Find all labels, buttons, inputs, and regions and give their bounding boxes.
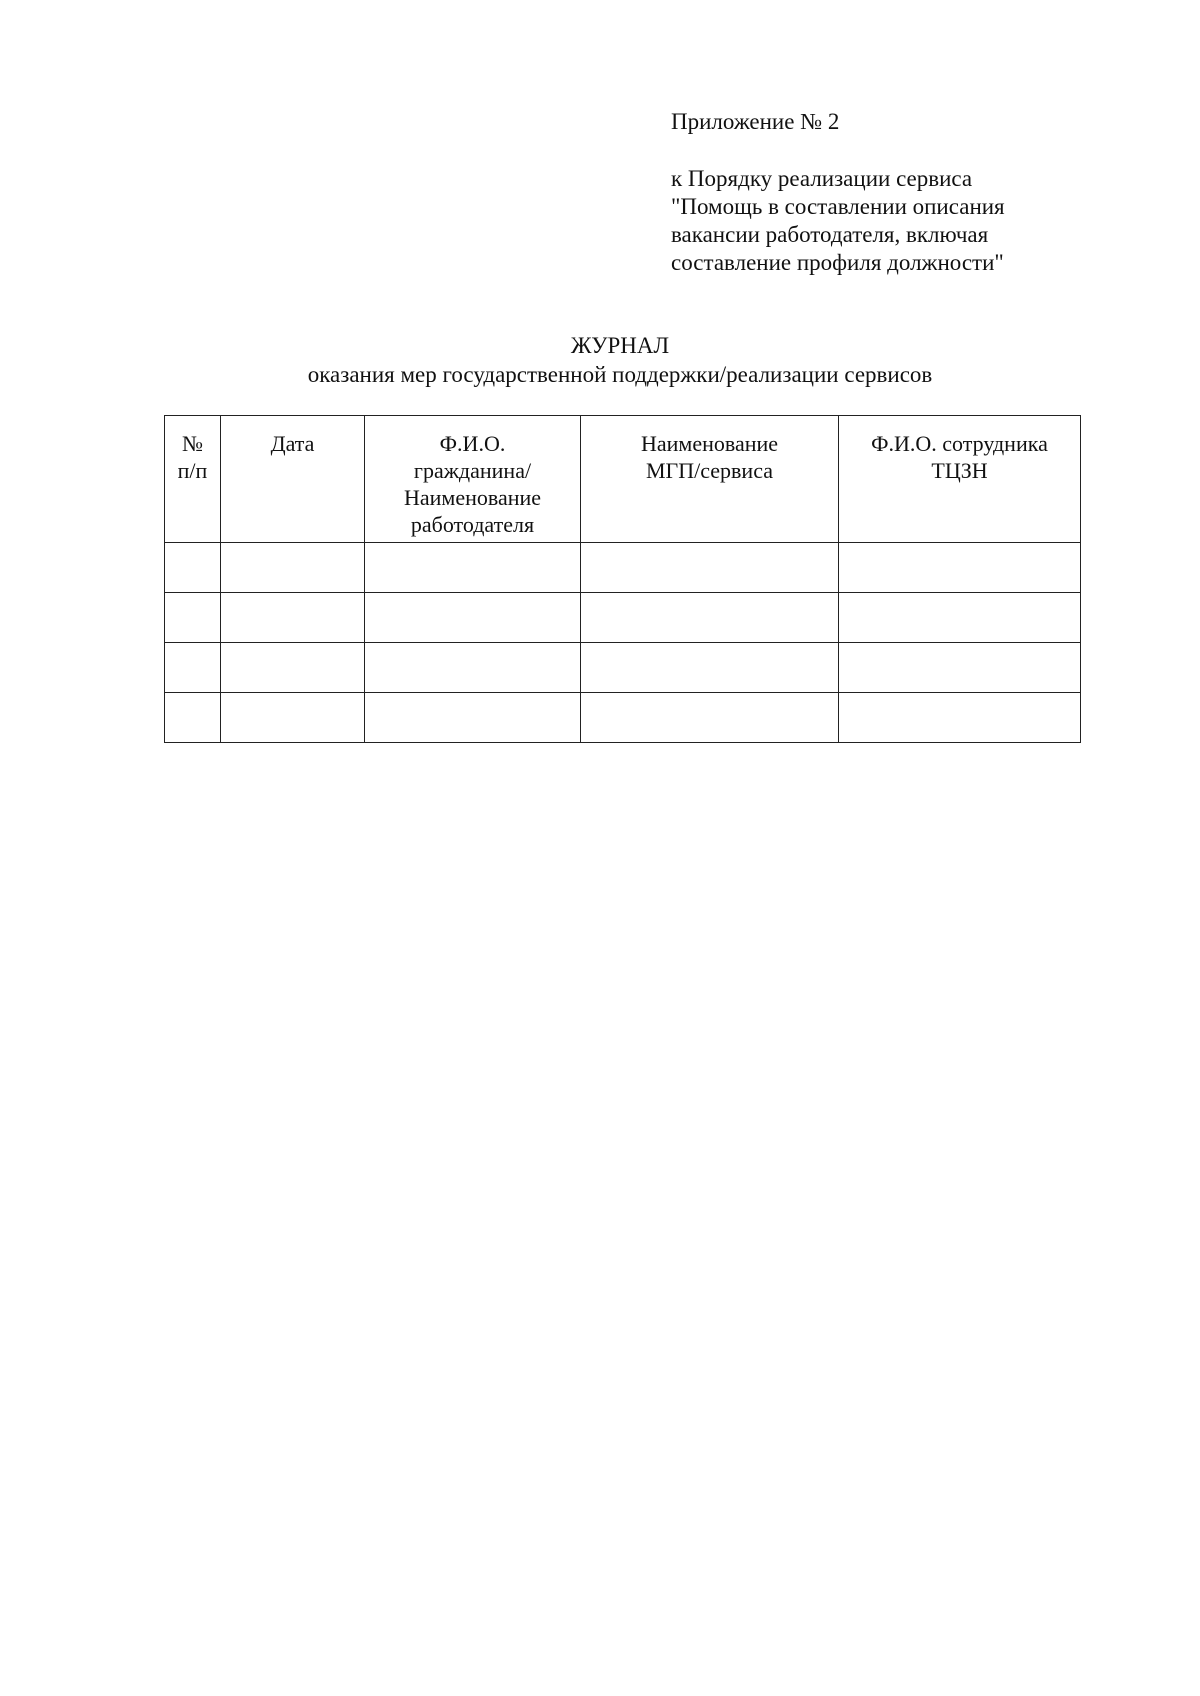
header-line: Ф.И.О.	[439, 431, 506, 456]
table-row	[165, 643, 1081, 693]
journal-heading	[160, 331, 1080, 389]
table-cell	[581, 543, 839, 593]
appendix-reference-line: к Порядку реализации сервиса	[671, 166, 973, 191]
appendix-reference	[671, 165, 1091, 277]
table-cell	[165, 543, 221, 593]
table-cell	[839, 693, 1081, 743]
header-line: Ф.И.О. сотрудника	[871, 431, 1048, 456]
header-line: Наименование	[403, 485, 542, 510]
table-cell	[365, 693, 581, 743]
table-row	[165, 593, 1081, 643]
header-citizen-name	[365, 416, 581, 543]
table-cell	[165, 643, 221, 693]
header-employee-name	[839, 416, 1081, 543]
table-cell	[581, 643, 839, 693]
table-cell	[581, 593, 839, 643]
table-row	[165, 693, 1081, 743]
table-cell	[365, 643, 581, 693]
table-cell	[839, 593, 1081, 643]
journal-subtitle: оказания мер государственной поддержки/реализации сервисов	[307, 362, 933, 387]
header-line: ТЦЗН	[931, 458, 988, 483]
table-cell	[221, 543, 365, 593]
header-date	[221, 416, 365, 543]
table-cell	[221, 593, 365, 643]
table-header-row	[165, 416, 1081, 543]
header-number	[165, 416, 221, 543]
table-cell	[581, 693, 839, 743]
header-line: работодателя	[410, 512, 535, 537]
table-cell	[165, 593, 221, 643]
header-line: Наименование	[640, 431, 779, 456]
appendix-reference-line: составление профиля должности"	[671, 250, 1004, 275]
appendix-block	[671, 108, 1091, 277]
header-line: МГП/сервиса	[645, 458, 774, 483]
header-service-name	[581, 416, 839, 543]
table-cell	[365, 543, 581, 593]
appendix-title: Приложение № 2	[671, 109, 840, 134]
header-line: Дата	[270, 431, 315, 456]
table-cell	[839, 643, 1081, 693]
table-row	[165, 543, 1081, 593]
journal-table	[164, 415, 1081, 743]
journal-title: ЖУРНАЛ	[570, 333, 670, 358]
table-cell	[165, 693, 221, 743]
table-cell	[221, 693, 365, 743]
table-cell	[365, 593, 581, 643]
header-line: п/п	[177, 458, 208, 483]
table-cell	[221, 643, 365, 693]
header-line: №	[182, 431, 203, 456]
table-cell	[839, 543, 1081, 593]
appendix-reference-line: "Помощь в составлении описания	[671, 194, 1005, 219]
header-line: гражданина/	[413, 458, 532, 483]
appendix-reference-line: вакансии работодателя, включая	[671, 222, 989, 247]
